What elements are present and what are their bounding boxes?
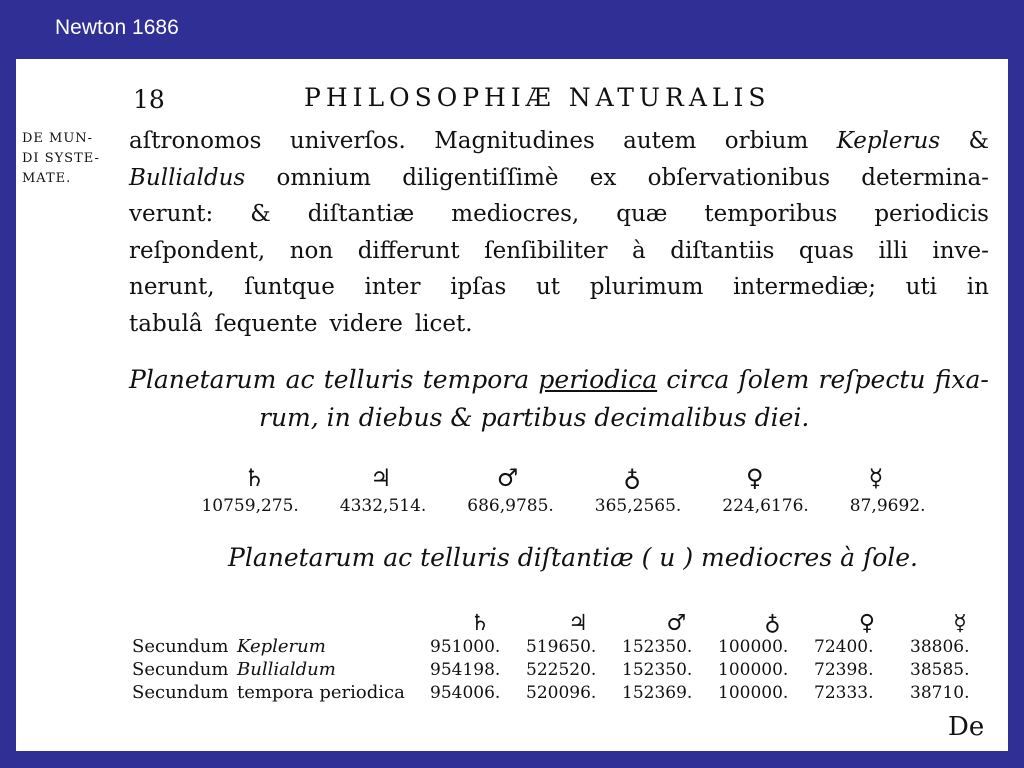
planet-symbol: ♂ [666,611,687,636]
slide-title: Newton 1686 [55,16,179,39]
word: aſtronomos [129,128,262,154]
period-value: 365,2565. [594,496,682,516]
row-label: Secundum [132,636,229,657]
word: à [632,237,646,264]
row-label: Secundum [132,659,229,680]
distance-table [132,636,1006,705]
word: diſtantiis [670,237,775,264]
planet-symbol: ♁ [764,611,781,636]
distance-value: 72400. [814,637,874,657]
word: nerunt, [129,274,215,300]
marginal-note-line: DI SYSTE- [22,151,100,166]
word: ſuntque [244,274,335,300]
word: obſervationibus [647,164,831,191]
marginal-note [22,129,122,189]
table1-heading-line: rum, in diebus & partibus decimalibus diei. [259,403,810,432]
period-value: 4332,514. [339,496,427,516]
word: Keplerus [836,128,941,154]
marginal-note-line: DE MUN- [22,131,94,146]
distance-value: 954006. [430,683,501,703]
planet-symbol: ♂ [496,464,519,492]
period-value: 224,6176. [722,496,809,516]
word: inve- [932,237,989,264]
heading-word: ac [285,365,315,394]
distance-value: 519650. [526,637,597,657]
heading-word: Planetarum [129,365,277,394]
row-source: Bullialdum [237,659,336,680]
distance-value: 100000. [718,637,789,657]
table2-planet-symbols [431,611,1006,636]
table-row [132,682,1006,705]
planet-symbol: ♄ [470,611,490,636]
distance-value: 100000. [718,683,789,703]
word: differunt [357,237,460,264]
period-value: 87,9692. [849,496,926,516]
word: ſequente [214,310,318,337]
table1-heading [129,361,989,437]
planet-symbol: ☿ [953,611,967,636]
planet-symbol: ♁ [623,464,641,492]
planet-symbol: ♀ [858,611,875,636]
row-source: tempora periodica [237,682,405,703]
body-paragraph [129,123,989,342]
word: quæ [616,201,668,227]
paragraph-line [129,196,989,233]
table-row [132,659,1006,682]
word: verunt: [129,201,214,227]
heading-word: fixa- [934,365,989,394]
word: ex [589,164,617,191]
word: & [250,201,271,227]
heading-word: circa [666,365,730,394]
word: ſenſibiliter [484,237,608,264]
word: ipſas [450,274,507,300]
running-head: PHILOSOPHIÆ NATURALIS [304,83,771,112]
distance-value: 72398. [814,660,874,680]
planet-symbol: ♃ [568,611,588,636]
planet-symbol: ♄ [243,464,266,492]
word: orbium [724,128,809,154]
word: ut [535,274,561,300]
distance-value: 951000. [430,637,501,657]
distance-value: 522520. [526,660,597,680]
paragraph-line [129,160,989,197]
distance-value: 72333. [814,683,874,703]
heading-word: periodica [538,365,658,394]
table1-heading-line [129,361,989,399]
scanned-page [16,59,1008,751]
heading-word: reſpectu [818,365,926,394]
table1-planet-symbols [191,464,936,492]
word: videre [329,310,403,337]
period-value: 686,9785. [467,496,554,516]
distance-value: 38806. [910,637,970,657]
word: periodicis [874,201,989,227]
heading-word: tempora [422,365,530,394]
word: Bullialdus [129,164,246,191]
marginal-note-line: MATE. [22,171,72,186]
word: licet. [414,310,473,337]
row-source: Keplerum [237,636,326,657]
distance-value: 954198. [430,660,501,680]
word: uti [905,274,938,300]
paragraph-line [129,306,989,343]
planet-symbol: ♀ [746,464,764,492]
word: mediocres, [451,201,580,227]
planet-symbol: ♃ [370,464,392,492]
word: plurimum [589,274,704,300]
distance-value: 100000. [718,660,789,680]
page-number: 18 [133,85,165,114]
word: autem [623,128,697,154]
word: reſpondent, [129,237,266,264]
distance-value: 38710. [910,683,970,703]
word: diſtantiæ [307,201,415,227]
word: univerſos. [289,128,406,154]
word: inter [364,274,421,300]
word: diligentiſſimè [402,164,559,191]
distance-value: 38585. [910,660,970,680]
table2-heading: Planetarum ac telluris diſtantiæ ( u ) mediocres à ſole. [228,543,918,572]
paragraph-line [129,233,989,270]
word: Magnitudines [434,128,595,154]
row-label: Secundum [132,682,229,703]
word: & [968,128,989,154]
planet-symbol: ☿ [868,464,884,492]
distance-value: 520096. [526,683,597,703]
distance-value: 152369. [622,683,693,703]
paragraph-line [129,269,989,306]
word: illi [878,237,908,264]
heading-word: telluris [323,365,414,394]
word: temporibus [704,201,838,227]
word: in [966,274,989,300]
word: tabulâ [129,310,203,337]
word: determina- [861,164,989,191]
word: quas [798,237,854,264]
word: non [289,237,334,264]
heading-word: ſolem [738,365,810,394]
word: omnium [276,164,371,191]
distance-value: 152350. [622,637,693,657]
period-value: 10759,275. [201,496,299,516]
catchword: De [948,712,985,742]
table-row [132,636,1006,659]
paragraph-line [129,123,989,160]
word: intermediæ; [733,274,876,300]
distance-value: 152350. [622,660,693,680]
table1-periods [181,496,946,516]
